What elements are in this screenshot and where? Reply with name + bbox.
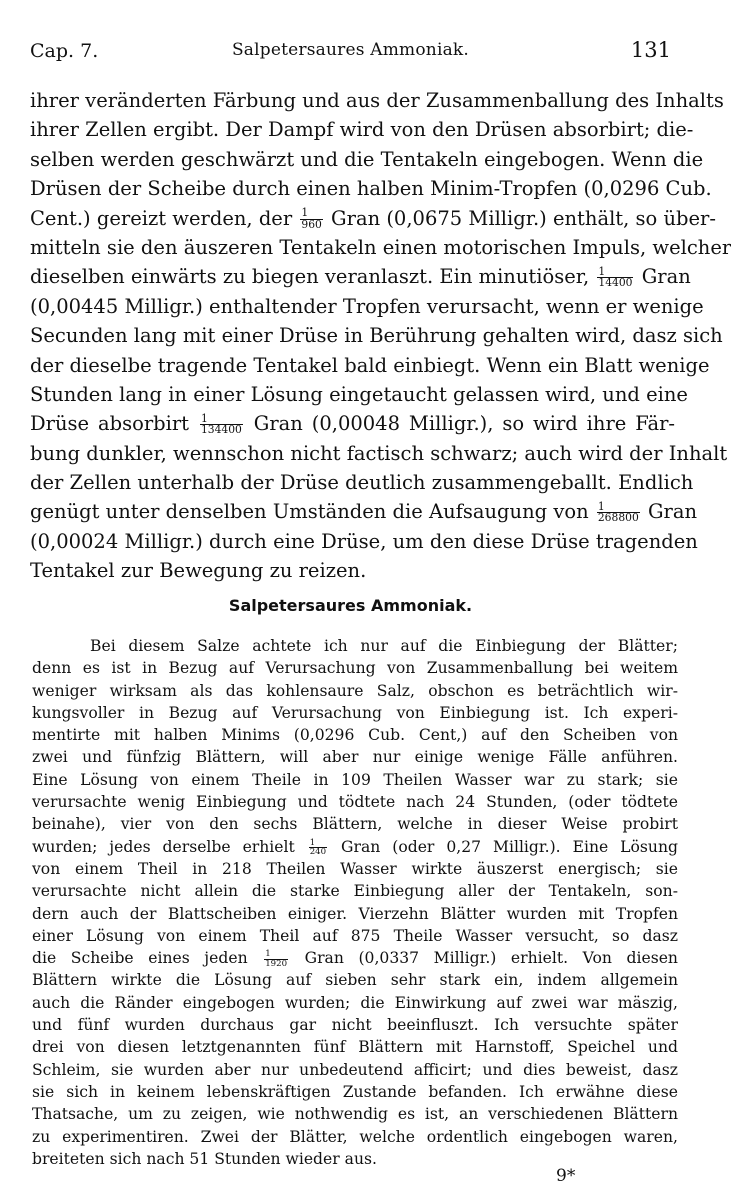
text-segment: die Scheibe eines jeden	[32, 949, 248, 968]
text-segment: Gran	[641, 265, 691, 289]
page-number: 131	[630, 38, 671, 62]
text-segment: Gran (oder 0,27 Milligr.). Eine Lösung	[341, 837, 678, 856]
text-line: und fünf wurden durchaus gar nicht beeinfluszt. Ich versuchte später	[32, 1016, 678, 1035]
fraction-numerator: 1	[597, 502, 640, 514]
text-line	[30, 497, 698, 526]
fraction	[597, 264, 633, 290]
text-line: ihrer veränderten Färbung und aus der Zusammenballung des Inhalts	[30, 89, 724, 112]
text-segment: genügt unter denselben Umständen die Aufsaugung von	[30, 500, 589, 524]
paragraph-continued	[30, 86, 731, 586]
text-line: der Zellen unterhalb der Drüse deutlich zusammengeballt. Endlich	[30, 471, 694, 495]
text-segment: Gran (0,0337 Milligr.) erhielt. Von diesen	[304, 949, 678, 968]
fraction-numerator: 1	[264, 950, 288, 960]
fraction-numerator: 1	[200, 414, 243, 426]
text-line: sie sich in keinem lebenskräftigen Zustande befanden. Ich erwähne diese	[32, 1082, 678, 1101]
text-segment: Gran (0,00048 Milligr.), so wird ihre Fär-	[253, 412, 675, 436]
text-line: dern auch der Blattscheiben einiger. Vierzehn Blätter wurden mit Tropfen	[32, 904, 678, 923]
fraction-denominator: 1920	[265, 958, 288, 969]
text-line: selben werden geschwärzt und die Tentakeln eingebogen. Wenn die	[30, 147, 704, 171]
text-line: zu experimentiren. Zwei der Blätter, welche ordentlich eingebogen waren,	[32, 1127, 678, 1146]
fraction-numerator: 1	[309, 839, 327, 849]
fraction	[264, 950, 288, 968]
text-line: Secunden lang mit einer Drüse in Berührung gehalten wird, dasz sich	[30, 324, 723, 348]
text-line	[32, 947, 678, 969]
text-line: Tentakel zur Bewegung zu reizen.	[30, 559, 367, 583]
section-heading: Salpetersaures Ammoniak.	[228, 596, 473, 615]
fraction	[309, 839, 327, 857]
text-line: Thatsache, um zu zeigen, wie nothwendig es ist, an verschiedenen Blättern	[32, 1105, 678, 1124]
text-line: bung dunkler, wennschon nicht factisch schwarz; auch wird der Inhalt	[30, 441, 728, 465]
text-line: verursachte nicht allein die starke Einbiegung aller der Tentakeln, son-	[32, 882, 678, 901]
chapter-label: Cap. 7.	[30, 40, 99, 62]
text-line: breiteten sich nach 51 Stunden wieder aus.	[32, 1149, 377, 1168]
text-segment: Gran (0,0675 Milligr.) enthält, so über-	[331, 206, 716, 230]
text-line: Stunden lang in einer Lösung eingetaucht gelassen wird, und eine	[30, 382, 688, 406]
sheet-signature-mark: 9*	[556, 1166, 576, 1186]
text-line: von einem Theil in 218 Theilen Wasser wirkte äuszerst energisch; sie	[32, 859, 678, 878]
text-segment: wurden; jedes derselbe erhielt	[32, 837, 295, 856]
running-header	[30, 40, 671, 70]
fraction-denominator: 240	[309, 847, 327, 858]
text-line: Schleim, sie wurden aber nur unbedeutend afficirt; und dies beweist, dasz	[32, 1060, 678, 1079]
text-line: der dieselbe tragende Tentakel bald einbiegt. Wenn ein Blatt wenige	[30, 353, 710, 377]
text-line: drei von diesen letztgenannten fünf Blättern mit Harnstoff, Speichel und	[32, 1038, 678, 1057]
text-line: mitteln sie den äuszeren Tentakeln einen motorischen Impuls, welcher	[30, 235, 731, 259]
text-line: auch die Ränder eingebogen wurden; die Einwirkung auf zwei war mäszig,	[32, 993, 678, 1012]
text-segment: dieselben einwärts zu biegen veranlaszt. Ein minutiöser,	[30, 265, 590, 289]
text-line: denn es ist in Bezug auf Verursachung von Zusammenballung bei weitem	[32, 659, 678, 678]
fraction	[200, 411, 243, 437]
text-line: beinahe), vier von den sechs Blättern, welche in dieser Weise probirt	[32, 815, 678, 834]
text-line	[30, 409, 675, 438]
fraction-denominator: 960	[301, 217, 322, 231]
text-line	[32, 836, 678, 858]
fraction-denominator: 268800	[597, 511, 639, 525]
text-line	[30, 262, 691, 291]
text-line: verursachte wenig Einbiegung und tödtete nach 24 Stunden, (oder tödtete	[32, 793, 678, 812]
text-line: (0,00445 Milligr.) enthaltender Tropfen verursacht, wenn er wenige	[30, 294, 704, 318]
running-title: Salpetersaures Ammoniak.	[231, 40, 470, 60]
text-line: einer Lösung von einem Theil auf 875 Theile Wasser versucht, so dasz	[32, 926, 678, 945]
fraction	[597, 499, 640, 525]
text-line: Eine Lösung von einem Theile in 109 Theilen Wasser war zu stark; sie	[32, 770, 678, 789]
fraction-denominator: 14400	[598, 276, 633, 290]
text-line: ihrer Zellen ergibt. Der Dampf wird von den Drüsen absorbirt; die-	[30, 118, 694, 142]
text-segment: Gran	[647, 500, 698, 524]
text-segment: Cent.) gereizt werden, der	[30, 206, 293, 230]
text-line: Blättern wirkte die Lösung auf sieben sehr stark ein, indem allgemein	[32, 971, 678, 990]
text-line: zwei und fünfzig Blättern, will aber nur einige wenige Fälle anführen.	[32, 748, 678, 767]
text-line: weniger wirksam als das kohlensaure Salz, obschon es beträchtlich wir-	[32, 681, 678, 700]
fraction-denominator: 134400	[200, 423, 242, 437]
text-line: (0,00024 Milligr.) durch eine Drüse, um den diese Drüse tragenden	[30, 529, 698, 553]
fraction-numerator: 1	[597, 267, 633, 279]
text-line: mentirte mit halben Minims (0,0296 Cub. Cent,) auf den Scheiben von	[32, 726, 678, 745]
text-line: kungsvoller in Bezug auf Verursachung von Einbiegung ist. Ich experi-	[32, 703, 678, 722]
text-line: Drüsen der Scheibe durch einen halben Minim-Tropfen (0,0296 Cub.	[30, 177, 712, 201]
fraction	[300, 205, 322, 231]
section-paragraph	[32, 635, 678, 1170]
text-segment: Drüse absorbirt	[30, 412, 190, 436]
text-line	[30, 204, 716, 233]
text-line: Bei diesem Salze achtete ich nur auf die Einbiegung der Blätter;	[90, 637, 678, 655]
fraction-numerator: 1	[300, 208, 322, 220]
